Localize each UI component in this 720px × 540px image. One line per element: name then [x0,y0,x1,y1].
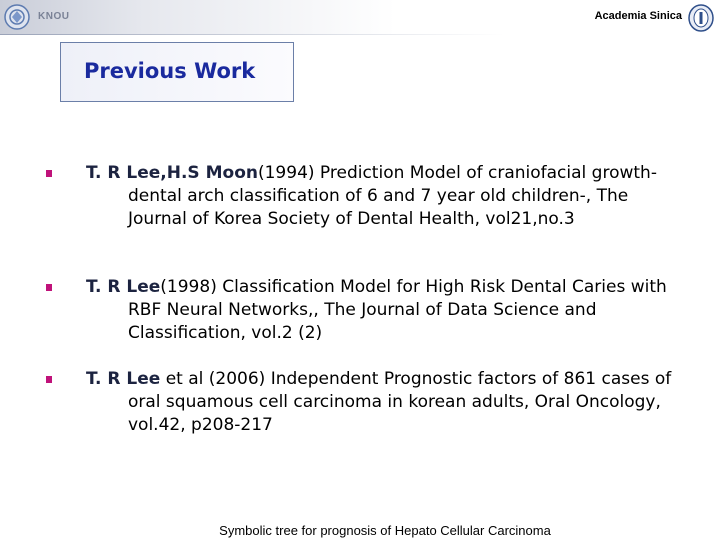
bullet-icon [46,284,52,291]
header-divider [0,34,720,35]
footer-caption: Symbolic tree for prognosis of Hepato Cellular Carcinoma [219,523,551,538]
reference-text [86,162,686,231]
knou-logo-icon [4,4,30,30]
academia-sinica-seal-icon [688,4,714,32]
bullet-icon [46,170,52,177]
header-institution: Academia Sinica [594,10,682,22]
bullet-icon [46,376,52,383]
title-box [60,42,294,102]
reference-author: T. R Lee [86,369,161,389]
reference-details: (1994) Prediction Model of craniofacial growth-dental arch classification of 6 and 7 year old children-, The Journal of Korea Society of Dental Health, vol21,no.3 [128,163,657,229]
reference-author: T. R Lee [86,277,161,297]
reference-details: et al (2006) Independent Prognostic factors of 861 cases of oral squamous cell carcinoma in korean adults, Oral Oncology, vol.42, p208-217 [128,369,672,435]
reference-text [86,276,686,345]
header-logo-text: KNOU [38,11,70,22]
reference-author: T. R Lee,H.S Moon [86,163,258,183]
page-title: Previous Work [84,59,256,83]
reference-details: (1998) Classification Model for High Risk Dental Caries with RBF Neural Networks,, The Journal of Data Science and Classification, vol.2 (2) [128,277,667,343]
reference-text [86,368,686,437]
